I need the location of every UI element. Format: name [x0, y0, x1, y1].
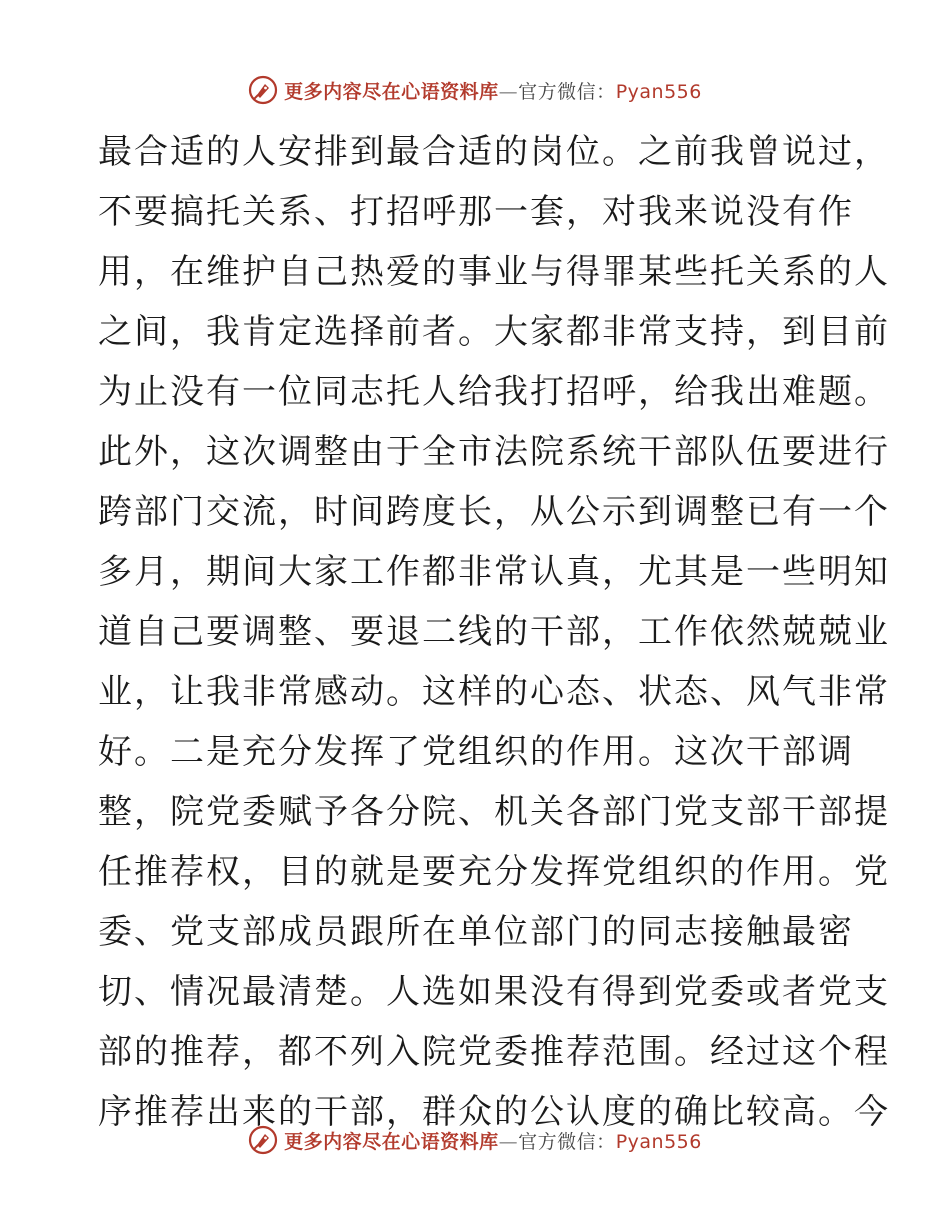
- body-line: 最合适的人安排到最合适的岗位。之前我曾说过，: [98, 132, 890, 172]
- footer-banner-text: [284, 1127, 702, 1154]
- body-line: 之间，我肯定选择前者。大家都非常支持，到目前: [98, 312, 890, 352]
- body-line: 业，让我非常感动。这样的心态、状态、风气非常: [98, 672, 890, 712]
- body-line: 委、党支部成员跟所在单位部门的同志接触最密: [98, 912, 854, 952]
- body-line: 此外，这次调整由于全市法院系统干部队伍要进行: [98, 432, 890, 472]
- document-body: [98, 122, 890, 1142]
- body-line: 好。二是充分发挥了党组织的作用。这次干部调: [98, 732, 854, 772]
- body-line: 切、情况最清楚。人选如果没有得到党委或者党支: [98, 972, 890, 1012]
- header-banner-dash: —: [498, 80, 519, 103]
- body-line: 序推荐出来的干部，群众的公认度的确比较高。今: [98, 1092, 890, 1132]
- footer-banner-dash: —: [498, 1130, 519, 1153]
- header-banner-text: [284, 77, 702, 104]
- header-banner-official: 官方微信：: [518, 80, 616, 103]
- pen-nib-logo-icon: [248, 1125, 278, 1155]
- body-line: 用，在维护自己热爱的事业与得罪某些托关系的人: [98, 252, 890, 292]
- body-line: 道自己要调整、要退二线的干部，工作依然兢兢业: [98, 612, 890, 652]
- header-banner: [0, 70, 950, 110]
- pen-nib-logo-icon: [248, 75, 278, 105]
- header-banner-wechat-id: Pyan556: [615, 80, 702, 103]
- body-line: 不要搞托关系、打招呼那一套，对我来说没有作: [98, 192, 854, 232]
- body-line: 多月，期间大家工作都非常认真，尤其是一些明知: [98, 552, 890, 592]
- footer-banner: [0, 1120, 950, 1160]
- header-banner-title: 更多内容尽在心语资料库: [284, 80, 499, 103]
- body-line: 部的推荐，都不列入院党委推荐范围。经过这个程: [98, 1032, 890, 1072]
- body-line: 为止没有一位同志托人给我打招呼，给我出难题。: [98, 372, 890, 412]
- footer-banner-wechat-id: Pyan556: [615, 1130, 702, 1153]
- footer-banner-title: 更多内容尽在心语资料库: [284, 1130, 499, 1153]
- footer-banner-official: 官方微信：: [518, 1130, 616, 1153]
- body-line: 跨部门交流，时间跨度长，从公示到调整已有一个: [98, 492, 890, 532]
- body-line: 整，院党委赋予各分院、机关各部门党支部干部提: [98, 792, 890, 832]
- body-line: 任推荐权，目的就是要充分发挥党组织的作用。党: [98, 852, 890, 892]
